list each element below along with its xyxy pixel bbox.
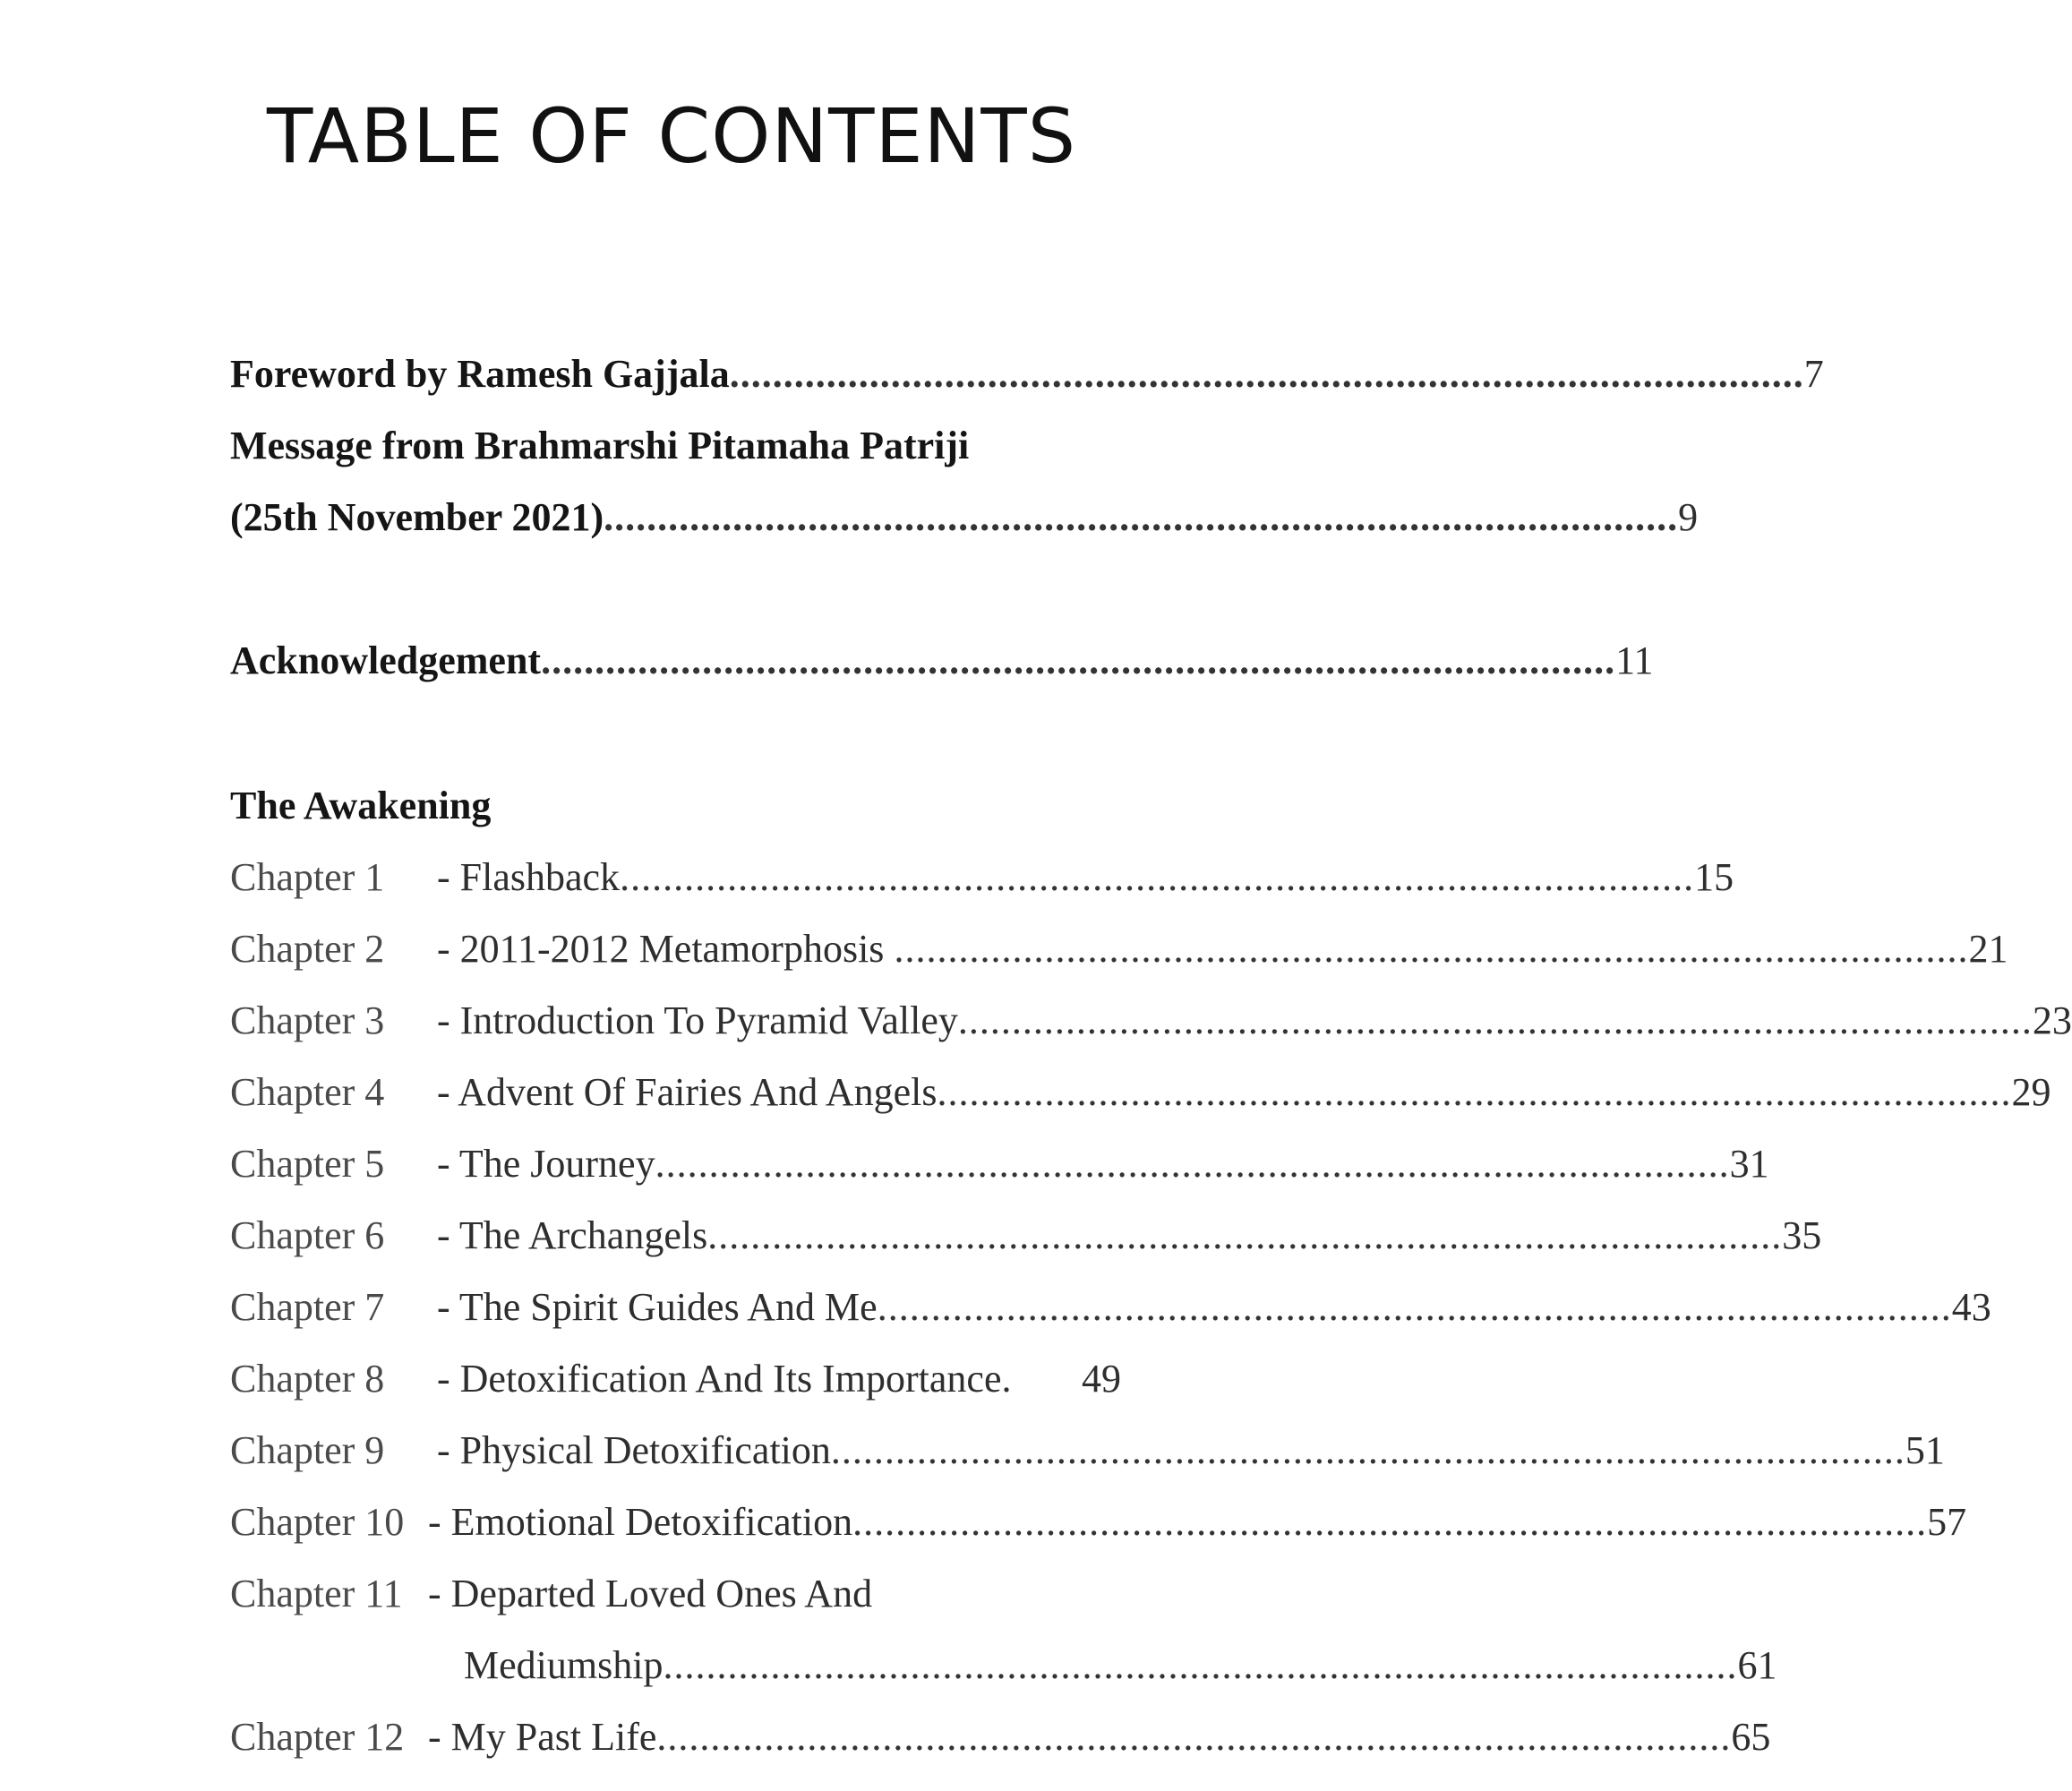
toc-entry-message[interactable]	[230, 417, 1121, 475]
chapter-label: Chapter 7	[230, 1285, 385, 1329]
toc-entry-chapter-10[interactable]	[230, 1494, 1967, 1551]
toc-page-number: 9	[1678, 495, 1699, 539]
toc-page-number: 65	[1731, 1715, 1771, 1759]
chapter-label: Chapter 6	[230, 1213, 385, 1257]
toc-entry-chapter-11-cont[interactable]	[230, 1637, 1777, 1694]
chapter-title: - Flashback	[437, 855, 621, 899]
toc-entry-chapter-1[interactable]	[230, 849, 1734, 906]
toc-entry-chapter-2[interactable]	[230, 921, 2008, 978]
chapter-title: - Advent Of Fairies And Angels	[437, 1070, 938, 1114]
toc-entry-foreword[interactable]	[230, 346, 1824, 403]
chapter-title: - 2011-2012 Metamorphosis	[437, 927, 895, 971]
chapter-title: - The Journey	[437, 1142, 655, 1186]
chapter-title: - The Archangels	[437, 1213, 708, 1257]
toc-entry-chapter-12[interactable]	[230, 1709, 1771, 1766]
toc-page-number: 29	[2011, 1070, 2051, 1114]
dot-leader: ....................................................................................................	[541, 638, 1616, 682]
toc-entry-title: (25th November 2021)	[230, 495, 604, 539]
chapter-title: - The Spirit Guides And Me	[437, 1285, 878, 1329]
dot-leader: ....................................................................................................	[957, 998, 2033, 1042]
chapter-label: Chapter 3	[230, 998, 385, 1042]
part-heading: The Awakening	[230, 784, 492, 827]
toc-entry-chapter-5[interactable]	[230, 1135, 1769, 1193]
chapter-label: Chapter 10	[230, 1500, 405, 1544]
chapter-title-continued: Mediumship	[464, 1643, 664, 1687]
chapter-title: - Detoxification And Its Importance.	[437, 1357, 1012, 1401]
toc-page-number: 49	[1082, 1357, 1121, 1401]
chapter-label: Chapter 12	[230, 1715, 405, 1759]
toc-page-number: 35	[1782, 1213, 1822, 1257]
dot-leader: ....................................................................................................	[894, 927, 1969, 971]
chapter-label: Chapter 4	[230, 1070, 385, 1114]
dot-leader: ....................................................................................................	[852, 1500, 1928, 1544]
toc-page-number: 21	[1968, 927, 2008, 971]
chapter-title: - Departed Loved Ones And	[428, 1572, 873, 1615]
dot-leader: ....................................................................................................	[707, 1213, 1783, 1257]
toc-page-number: 31	[1729, 1142, 1769, 1186]
toc-entry-chapter-8[interactable]	[230, 1350, 1121, 1408]
chapter-label: Chapter 8	[230, 1357, 385, 1401]
toc-page-number: 61	[1737, 1643, 1777, 1687]
toc-entry-chapter-7[interactable]	[230, 1279, 1991, 1336]
toc-page-number: 43	[1951, 1285, 1991, 1329]
dot-leader: ....................................................................................................	[937, 1070, 2012, 1114]
chapter-title: - My Past Life	[428, 1715, 657, 1759]
toc-entry-chapter-9[interactable]	[230, 1422, 1945, 1479]
dot-leader: ....................................................................................................	[663, 1643, 1738, 1687]
dot-leader: ....................................................................................................	[656, 1715, 1732, 1759]
dot-leader: ....................................................................................................	[877, 1285, 1952, 1329]
toc-page-number: 57	[1927, 1500, 1967, 1544]
toc-entry-title: Foreword by Ramesh Gajjala	[230, 352, 730, 396]
page-title: TABLE OF CONTENTS	[266, 92, 1077, 180]
chapter-title: - Introduction To Pyramid Valley	[437, 998, 958, 1042]
toc-entry-chapter-3[interactable]	[230, 992, 2072, 1050]
chapter-label: Chapter 2	[230, 927, 385, 971]
toc-page-number: 51	[1905, 1428, 1945, 1472]
chapter-label: Chapter 1	[230, 855, 385, 899]
chapter-label: Chapter 11	[230, 1572, 403, 1615]
chapter-title: - Physical Detoxification	[437, 1428, 831, 1472]
dot-leader: ....................................................................................................	[620, 855, 1695, 899]
toc-page-number: 23	[2032, 998, 2072, 1042]
toc-page-number: 15	[1694, 855, 1734, 899]
dot-leader: ....................................................................................................	[830, 1428, 1905, 1472]
toc-entry-message-date[interactable]	[230, 489, 1699, 546]
toc-page-number: 7	[1803, 352, 1824, 396]
chapter-label: Chapter 9	[230, 1428, 385, 1472]
toc-entry-title: Acknowledgement	[230, 638, 542, 682]
dot-leader: ....................................................................................................	[729, 352, 1804, 396]
chapter-title: - Emotional Detoxification	[428, 1500, 853, 1544]
dot-leader: ....................................................................................................	[655, 1142, 1730, 1186]
toc-entry-title: Message from Brahmarshi Pitamaha Patriji	[230, 424, 970, 467]
dot-leader: ....................................................................................................	[604, 495, 1679, 539]
toc-page-number: 11	[1615, 638, 1654, 682]
toc-entry-chapter-4[interactable]	[230, 1064, 2051, 1121]
toc-entry-chapter-11[interactable]	[230, 1565, 1121, 1623]
toc-entry-chapter-6[interactable]	[230, 1207, 1822, 1264]
chapter-label: Chapter 5	[230, 1142, 385, 1186]
toc-entry-acknowledgement[interactable]	[230, 632, 1654, 690]
